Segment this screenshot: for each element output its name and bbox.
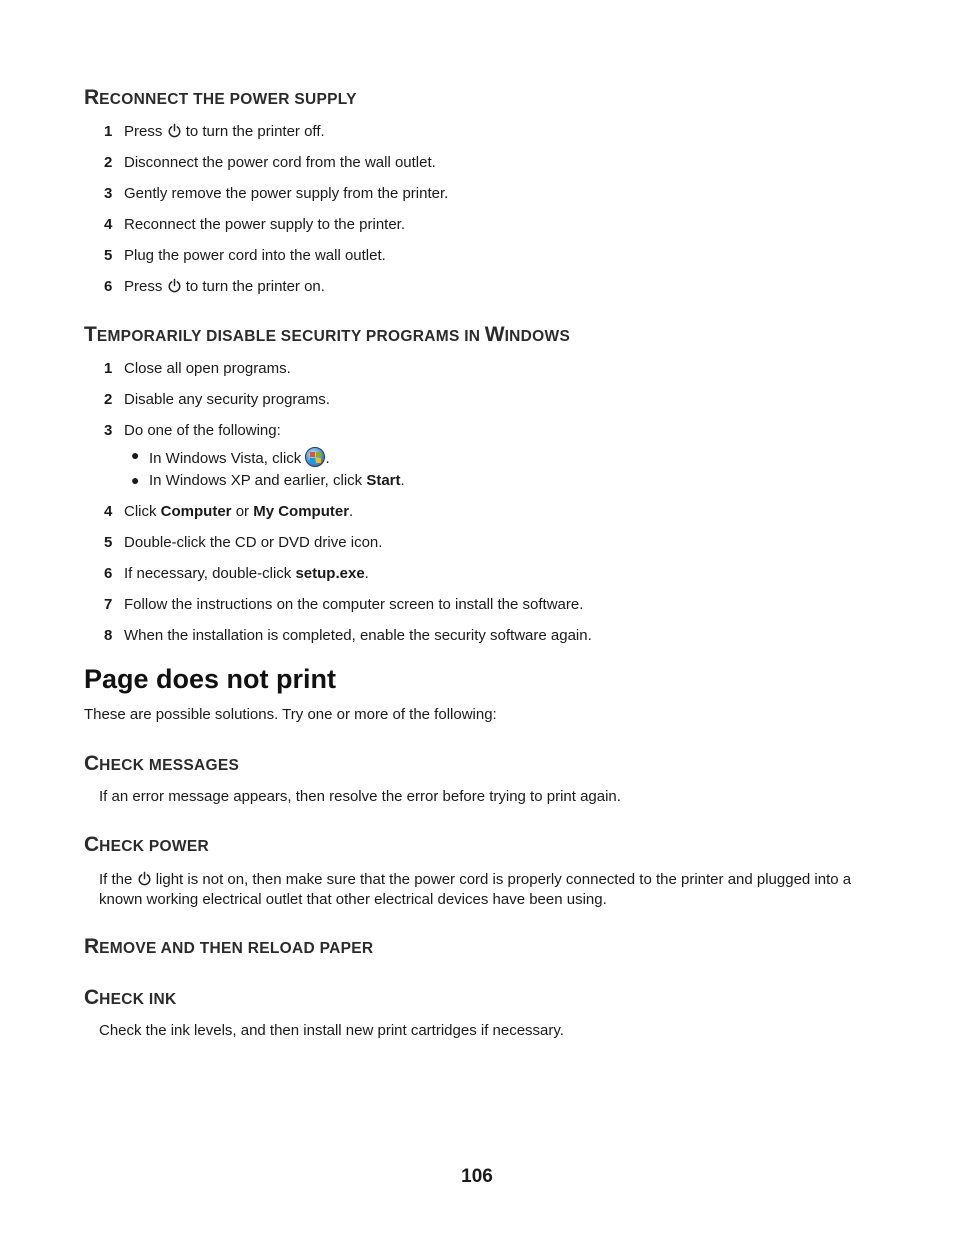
heading-temporarily-disable-security: TEMPORARILY DISABLE SECURITY PROGRAMS IN WINDOWS bbox=[84, 323, 571, 346]
page-number: 106 bbox=[461, 1166, 493, 1187]
power-icon bbox=[167, 123, 182, 138]
bullet-dot: ● bbox=[131, 472, 140, 488]
page-title: Page does not print bbox=[84, 664, 337, 694]
check-ink-body: Check the ink levels, and then install new print cartridges if necessary. bbox=[99, 1022, 564, 1039]
intro-text: These are possible solutions. Try one or more of the following: bbox=[84, 706, 497, 723]
heading-check-power: CHECK POWER bbox=[84, 833, 209, 856]
bullet-dot: ● bbox=[131, 447, 140, 463]
check-power-body: If the light is not on, then make sure that the power cord is properly connected to the printer and plugged into a known working electrical outlet that other electrical devices have been using. bbox=[99, 871, 852, 908]
power-icon bbox=[137, 871, 152, 886]
heading-remove-reload-paper: REMOVE AND THEN RELOAD PAPER bbox=[84, 935, 374, 958]
windows-start-orb-icon bbox=[305, 447, 325, 467]
heading-check-ink: CHECK INK bbox=[84, 986, 177, 1009]
heading-check-messages: CHECK MESSAGES bbox=[84, 752, 240, 775]
check-messages-body: If an error message appears, then resolve the error before trying to print again. bbox=[99, 788, 621, 805]
power-icon bbox=[167, 278, 182, 293]
heading-reconnect-power-supply: RECONNECT THE POWER SUPPLY bbox=[84, 86, 357, 109]
